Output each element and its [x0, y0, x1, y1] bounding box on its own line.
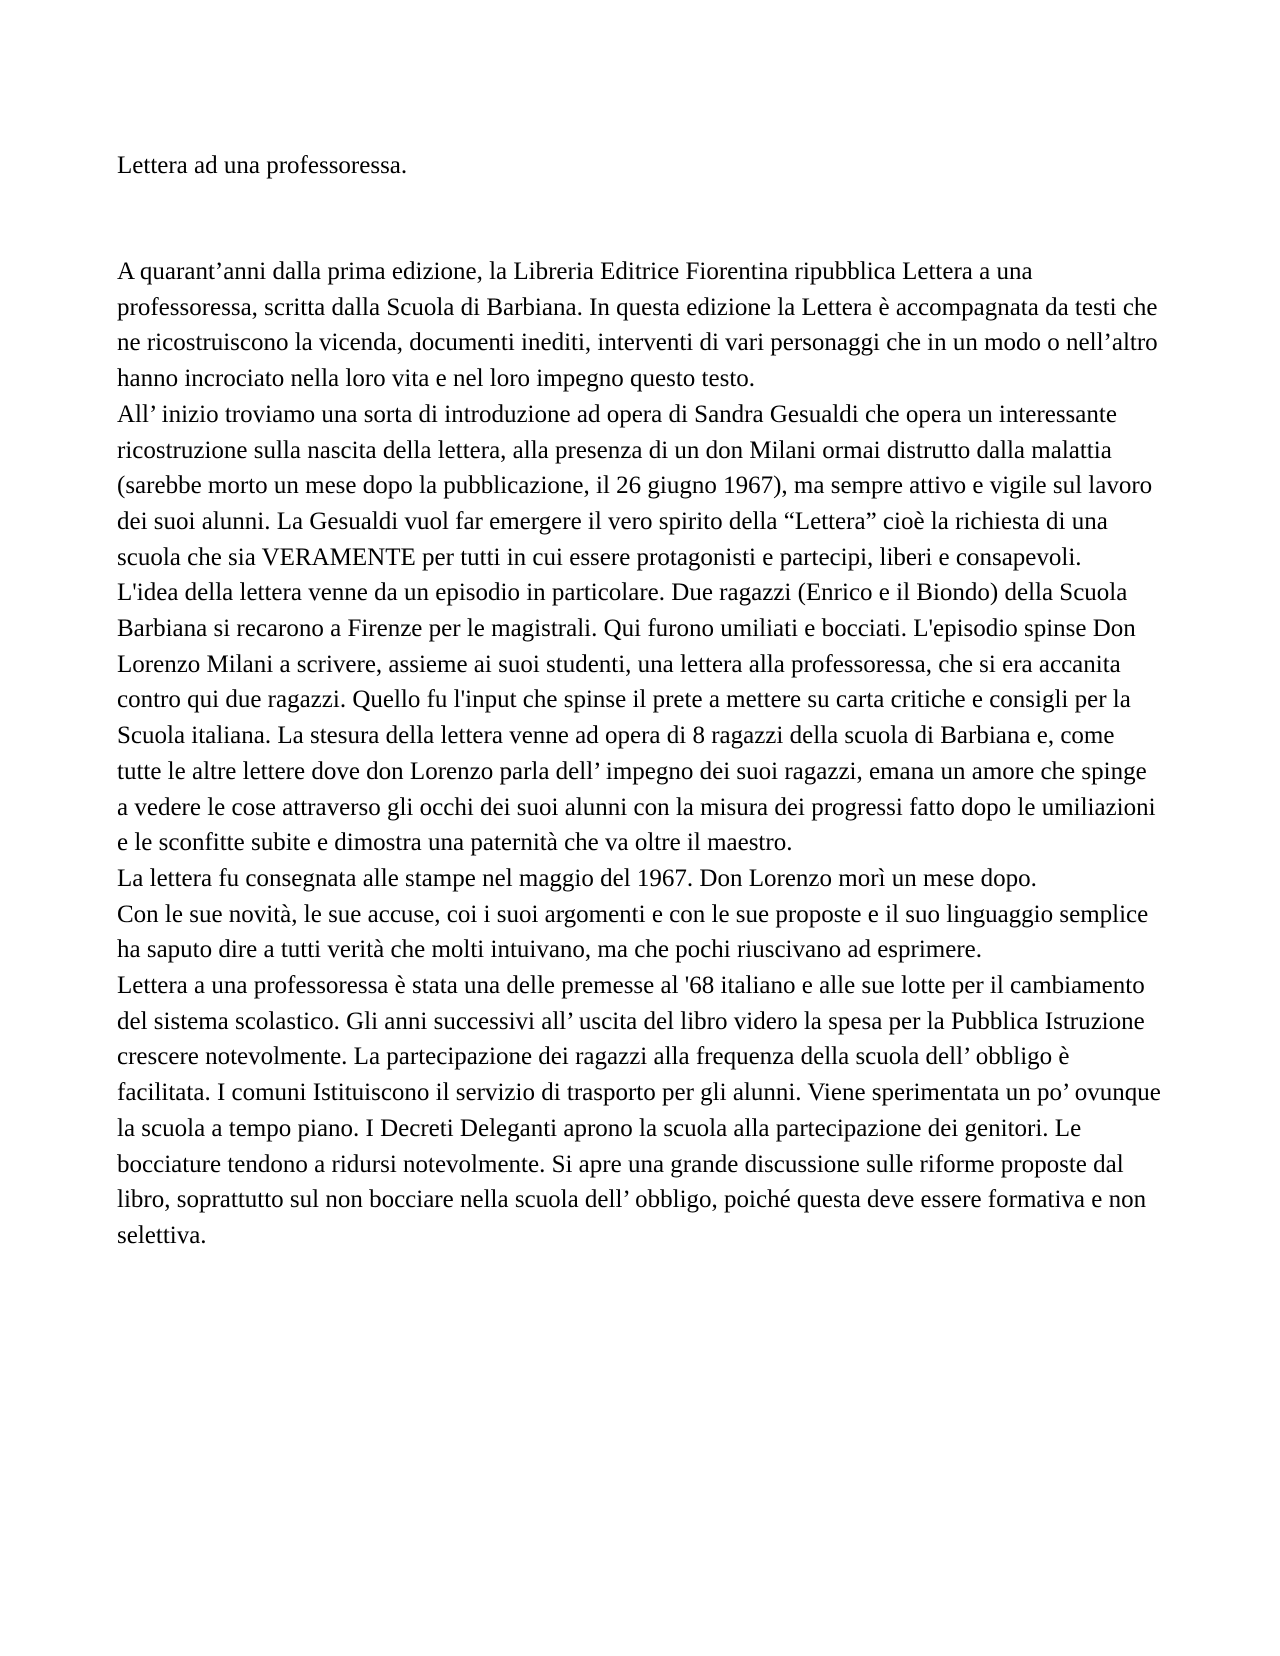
- paragraph-gesualdi: All’ inizio troviamo una sorta di introduzione ad opera di Sandra Gesualdi che opera un interessante ricostruzione sulla nascita della lettera, alla presenza di un don Milani ormai distrutto dalla malattia (sarebbe morto un mese dopo la pubblicazione, il 26 giugno 1967), ma sempre attivo e vigile sul lavoro dei suoi alunni. La Gesualdi vuol far emergere il vero spirito della “Lettera” cioè la richiesta di una scuola che sia VERAMENTE per tutti in cui essere protagonisti e partecipi, liberi e consapevoli.: [117, 400, 1153, 571]
- document-body: [117, 254, 1163, 1254]
- document-title: Lettera ad una professoressa.: [117, 152, 408, 179]
- paragraph-origin-of-letter: L'idea della lettera venne da un episodio in particolare. Due ragazzi (Enrico e il Biondo) della Scuola Barbiana si recarono a Firenze per le magistrali. Qui furono umiliati e bocciati. L'episodio spinse Don Lorenzo Milani a scrivere, assieme ai suoi studenti, una lettera alla professoressa, che si era accanita contro qui due ragazzi. Quello fu l'input che spinse il prete a mettere su carta critiche e consigli per la Scuola italiana. La stesura della lettera venne ad opera di 8 ragazzi della scuola di Barbiana e, come tutte le altre lettere dove don Lorenzo parla dell’ impegno dei suoi ragazzi, emana un amore che spinge a vedere le cose attraverso gli occhi dei suoi alunni con la misura dei progressi fatto dopo le umiliazioni e le sconfitte subite e dimostra una paternità che va oltre il maestro.: [117, 579, 1156, 857]
- paragraph-language: Con le sue novità, le sue accuse, coi i suoi argomenti e con le sue proposte e il suo linguaggio semplice ha saputo dire a tutti verità che molti intuivano, ma che pochi riuscivano ad esprimere.: [117, 900, 1149, 964]
- paragraph-publication: La lettera fu consegnata alle stampe nel maggio del 1967. Don Lorenzo morì un mese dopo.: [117, 864, 1037, 892]
- paragraph-introduction: A quarant’anni dalla prima edizione, la Libreria Editrice Fiorentina ripubblica Lettera a una professoressa, scritta dalla Scuola di Barbiana. In questa edizione la Lettera è accompagnata da testi che ne ricostruiscono la vicenda, documenti inediti, interventi di vari personaggi che in un modo o nell’altro hanno incrociato nella loro vita e nel loro impegno questo testo.: [117, 258, 1158, 393]
- paragraph-impact: Lettera a una professoressa è stata una delle premesse al '68 italiano e alle sue lotte per il cambiamento del sistema scolastico. Gli anni successivi all’ uscita del libro videro la spesa per la Pubblica Istruzione crescere notevolmente. La partecipazione dei ragazzi alla frequenza della scuola dell’ obbligo è facilitata. I comuni Istituiscono il servizio di trasporto per gli alunni. Viene sperimentata un po’ ovunque la scuola a tempo piano. I Decreti Deleganti aprono la scuola alla partecipazione dei genitori. Le bocciature tendono a ridursi notevolmente. Si apre una grande discussione sulle riforme proposte dal libro, soprattutto sul non bocciare nella scuola dell’ obbligo, poiché questa deve essere formativa e non selettiva.: [117, 972, 1161, 1249]
